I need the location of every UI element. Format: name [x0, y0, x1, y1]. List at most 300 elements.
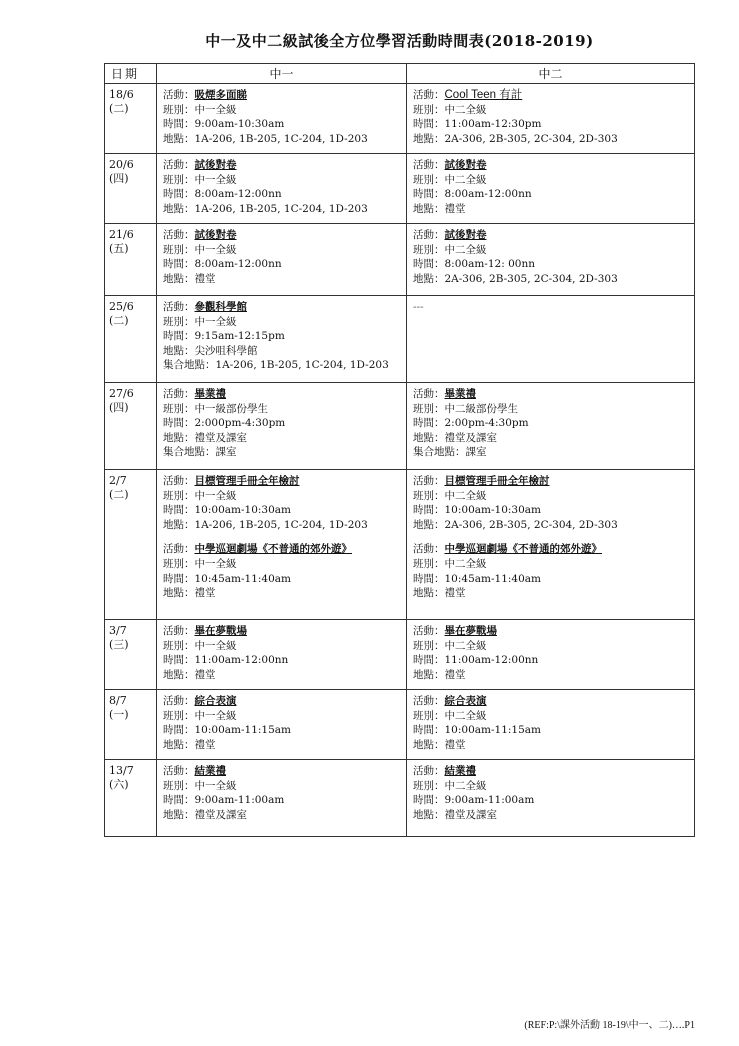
entry-time-label: 時間：: [413, 504, 445, 517]
activity-entry: [163, 387, 402, 460]
entry-venue-label: 地點：: [413, 738, 445, 751]
entry-activity-line: [413, 474, 690, 489]
entry-venue-line: [413, 202, 690, 217]
entry-activity-label: 活動：: [413, 229, 445, 241]
form2-cell: [407, 760, 695, 837]
entry-activity-label: 活動：: [163, 388, 195, 400]
entry-class-value: 中一全級: [194, 103, 237, 116]
entry-venue-label: 地點：: [163, 272, 195, 285]
entry-class-value: 中二全級: [444, 489, 487, 502]
entry-activity-line: [413, 387, 690, 402]
entry-time-line: [163, 503, 402, 518]
entry-class-label: 班別：: [413, 243, 445, 256]
entry-class-value: 中一全級: [194, 489, 237, 502]
entry-class-label: 班別：: [413, 173, 445, 186]
entry-activity-label: 活動：: [413, 475, 445, 487]
form1-cell: [157, 470, 407, 620]
activity-entry: [413, 158, 690, 216]
entry-assembly-line: [163, 358, 402, 373]
entry-time-line: [413, 653, 690, 668]
entry-venue-value: 禮堂: [194, 738, 216, 751]
entry-activity-value: 結業禮: [444, 765, 476, 777]
entry-class-label: 班別：: [163, 103, 195, 116]
entry-time-label: 時間：: [163, 572, 195, 585]
entry-time-label: 時間：: [163, 330, 195, 343]
form1-cell: [157, 84, 407, 154]
entry-venue-value: 1A-206, 1B-205, 1C-204, 1D-203: [194, 132, 368, 145]
entry-time-label: 時間：: [413, 724, 445, 737]
table-header-row: [105, 64, 695, 84]
entry-time-line: [163, 187, 402, 202]
entry-venue-line: [413, 808, 690, 823]
table-row: [105, 620, 695, 690]
entry-gap: [413, 532, 690, 542]
table-row: [105, 470, 695, 620]
form1-cell: [157, 154, 407, 224]
date-cell: [105, 620, 157, 690]
entry-class-label: 班別：: [413, 557, 445, 570]
entry-venue-value: 2A-306, 2B-305, 2C-304, 2D-303: [444, 518, 618, 531]
entry-activity-line: [413, 228, 690, 243]
activity-entry: [163, 228, 402, 286]
entry-time-line: [163, 653, 402, 668]
entry-class-value: 中一全級: [194, 173, 237, 186]
entry-venue-label: 地點：: [413, 202, 445, 215]
entry-class-label: 班別：: [163, 243, 195, 256]
entry-time-value: 9:15am-12:15pm: [194, 330, 285, 343]
entry-activity-label: 活動：: [163, 89, 195, 101]
entry-class-value: 中一全級: [194, 243, 237, 256]
entry-time-line: [413, 572, 690, 587]
form2-cell: [407, 296, 695, 383]
entry-activity-line: [163, 387, 402, 402]
entry-class-value: 中二全級: [444, 557, 487, 570]
table-row: [105, 224, 695, 296]
entry-class-line: [163, 402, 402, 417]
entry-venue-value: 1A-206, 1B-205, 1C-204, 1D-203: [194, 202, 368, 215]
date-cell: [105, 154, 157, 224]
weekday-value: (二): [109, 314, 129, 327]
entry-time-value: 10:00am-10:30am: [444, 504, 541, 517]
date-value: 21/6: [109, 228, 134, 241]
activity-entry: [413, 624, 690, 682]
entry-time-line: [163, 257, 402, 272]
table-row: [105, 296, 695, 383]
date-cell: [105, 760, 157, 837]
date-cell: [105, 470, 157, 620]
activity-entry: [413, 694, 690, 752]
entry-class-label: 班別：: [413, 489, 445, 502]
entry-venue-label: 地點：: [413, 272, 445, 285]
weekday-value: (四): [109, 172, 129, 185]
entry-venue-value: 禮堂: [194, 272, 216, 285]
entry-class-line: [413, 489, 690, 504]
activity-entry: [163, 158, 402, 216]
entry-assembly-value: 1A-206, 1B-205, 1C-204, 1D-203: [215, 359, 389, 372]
entry-class-value: 中二全級: [444, 173, 487, 186]
entry-time-label: 時間：: [413, 188, 445, 201]
entry-venue-line: [163, 202, 402, 217]
entry-class-label: 班別：: [163, 557, 195, 570]
entry-venue-line: [163, 738, 402, 753]
entry-venue-value: 禮堂及課室: [444, 808, 497, 821]
entry-time-line: [163, 416, 402, 431]
entry-venue-value: 禮堂: [194, 587, 216, 600]
entry-class-label: 班別：: [163, 489, 195, 502]
table-row: [105, 84, 695, 154]
table-row: [105, 690, 695, 760]
entry-venue-line: [163, 431, 402, 446]
entry-class-label: 班別：: [413, 779, 445, 792]
entry-activity-line: [413, 624, 690, 639]
entry-time-label: 時間：: [413, 118, 445, 131]
entry-class-line: [163, 489, 402, 504]
form1-cell: [157, 296, 407, 383]
entry-class-value: 中一全級: [194, 779, 237, 792]
entry-activity-line: [163, 624, 402, 639]
entry-class-label: 班別：: [413, 402, 445, 415]
entry-class-line: [163, 103, 402, 118]
entry-activity-value: 畢在夢戰場: [194, 625, 247, 637]
form1-cell: [157, 690, 407, 760]
weekday-value: (一): [109, 708, 129, 721]
form1-cell: [157, 760, 407, 837]
entry-venue-value: 尖沙咀科學館: [194, 344, 258, 357]
date-value: 2/7: [109, 474, 127, 487]
date-cell: [105, 224, 157, 296]
entry-class-line: [413, 779, 690, 794]
entry-time-value: 2:000pm-4:30pm: [194, 417, 286, 430]
entry-venue-label: 地點：: [163, 587, 195, 600]
page-title: 中一及中二級試後全方位學習活動時間表(2018-2019): [205, 32, 594, 50]
entry-activity-line: [163, 764, 402, 779]
entry-time-value: 11:00am-12:00nn: [444, 654, 539, 667]
entry-time-value: 10:00am-11:15am: [444, 724, 541, 737]
entry-time-label: 時間：: [413, 794, 445, 807]
entry-class-label: 班別：: [163, 709, 195, 722]
entry-class-line: [163, 243, 402, 258]
entry-activity-line: [163, 300, 402, 315]
entry-activity-line: [413, 764, 690, 779]
form1-cell: [157, 383, 407, 470]
entry-assembly-label: 集合地點：: [163, 446, 216, 459]
entry-class-label: 班別：: [413, 103, 445, 116]
activity-entry: [163, 474, 402, 532]
activity-entry: [163, 694, 402, 752]
activity-entry: [413, 387, 690, 460]
entry-time-value: 10:00am-10:30am: [194, 504, 291, 517]
entry-time-label: 時間：: [163, 724, 195, 737]
date-cell: [105, 383, 157, 470]
entry-time-line: [413, 793, 690, 808]
entry-activity-line: [413, 542, 690, 557]
activity-entry: [163, 300, 402, 373]
entry-time-line: [413, 257, 690, 272]
entry-venue-label: 地點：: [163, 202, 195, 215]
entry-venue-label: 地點：: [163, 668, 195, 681]
form1-cell: [157, 620, 407, 690]
entry-activity-line: [163, 694, 402, 709]
entry-time-label: 時間：: [163, 794, 195, 807]
entry-activity-label: 活動：: [413, 543, 445, 556]
date-value: 3/7: [109, 624, 127, 637]
activity-entry: [413, 542, 690, 600]
entry-class-line: [163, 709, 402, 724]
entry-class-line: [413, 402, 690, 417]
entry-venue-label: 地點：: [163, 738, 195, 751]
entry-time-line: [413, 503, 690, 518]
entry-time-value: 10:45am-11:40am: [194, 572, 291, 585]
entry-activity-value: 畢在夢戰場: [444, 625, 497, 637]
entry-activity-value: 綜合表演: [444, 695, 487, 707]
entry-time-line: [413, 187, 690, 202]
entry-venue-value: 禮堂: [444, 668, 466, 681]
entry-assembly-label: 集合地點：: [413, 446, 466, 459]
entry-activity-label: 活動：: [163, 695, 195, 707]
entry-activity-line: [413, 694, 690, 709]
entry-class-value: 中一全級: [194, 557, 237, 570]
entry-venue-line: [413, 586, 690, 601]
header-form1: 中一: [157, 64, 407, 84]
entry-venue-value: 禮堂: [444, 587, 466, 600]
weekday-value: (二): [109, 488, 129, 501]
entry-class-value: 中一全級: [194, 709, 237, 722]
entry-venue-line: [163, 668, 402, 683]
entry-assembly-value: 課室: [465, 446, 487, 459]
entry-class-line: [413, 243, 690, 258]
entry-time-line: [413, 416, 690, 431]
entry-time-line: [413, 117, 690, 132]
entry-time-value: 9:00am-11:00am: [194, 794, 285, 807]
entry-class-line: [413, 639, 690, 654]
entry-venue-line: [163, 344, 402, 359]
entry-time-label: 時間：: [413, 572, 445, 585]
entry-class-label: 班別：: [163, 402, 195, 415]
entry-venue-line: [163, 586, 402, 601]
entry-venue-value: 1A-206, 1B-205, 1C-204, 1D-203: [194, 518, 368, 531]
date-value: 8/7: [109, 694, 127, 707]
activity-entry: [163, 764, 402, 822]
entry-gap: [163, 532, 402, 542]
entry-venue-line: [413, 431, 690, 446]
entry-class-label: 班別：: [413, 709, 445, 722]
entry-activity-label: 活動：: [163, 475, 195, 487]
entry-time-value: 2:00pm-4:30pm: [444, 417, 529, 430]
entry-class-value: 中二級部份學生: [444, 402, 518, 415]
date-value: 13/7: [109, 764, 134, 777]
date-cell: [105, 296, 157, 383]
entry-activity-line: [163, 542, 402, 557]
entry-class-label: 班別：: [413, 639, 445, 652]
entry-venue-line: [163, 518, 402, 533]
entry-activity-value: 目標管理手冊全年檢討: [444, 475, 550, 487]
entry-time-line: [163, 117, 402, 132]
activity-entry: [413, 474, 690, 532]
entry-time-label: 時間：: [413, 258, 445, 271]
entry-class-value: 中二全級: [444, 639, 487, 652]
entry-time-value: 8:00am-12: 00nn: [444, 258, 535, 271]
entry-class-line: [163, 779, 402, 794]
entry-class-value: 中一全級: [194, 315, 237, 328]
entry-time-label: 時間：: [163, 417, 195, 430]
footer-reference: (REF:P:\課外活動 18-19\中一、二)….P1: [524, 1020, 695, 1031]
entry-activity-value: 中學巡迴劇場《不普通的郊外遊》: [194, 543, 352, 556]
entry-class-line: [413, 103, 690, 118]
entry-class-value: 中一全級: [194, 639, 237, 652]
entry-venue-line: [163, 272, 402, 287]
entry-assembly-line: [163, 445, 402, 460]
form2-cell: [407, 224, 695, 296]
entry-class-label: 班別：: [163, 779, 195, 792]
entry-time-value: 8:00am-12:00nn: [444, 188, 532, 201]
entry-activity-label: 活動：: [163, 625, 195, 637]
entry-activity-line: [163, 158, 402, 173]
entry-class-line: [413, 173, 690, 188]
entry-activity-label: 活動：: [163, 159, 195, 171]
entry-activity-label: 活動：: [163, 301, 195, 313]
form1-cell: [157, 224, 407, 296]
entry-venue-line: [163, 808, 402, 823]
entry-activity-value: 試後對卷: [194, 159, 237, 171]
entry-activity-label: 活動：: [163, 543, 195, 556]
activity-entry: [163, 542, 402, 600]
entry-class-label: 班別：: [163, 639, 195, 652]
entry-activity-value: 參觀科學館: [194, 301, 247, 313]
entry-activity-label: 活動：: [413, 765, 445, 777]
entry-venue-line: [413, 518, 690, 533]
entry-class-value: 中一級部份學生: [194, 402, 268, 415]
entry-time-value: 11:00am-12:00nn: [194, 654, 289, 667]
entry-activity-value: 綜合表演: [194, 695, 237, 707]
entry-venue-label: 地點：: [163, 344, 195, 357]
entry-class-value: 中二全級: [444, 243, 487, 256]
entry-activity-value: Cool Teen 有計: [444, 89, 523, 101]
entry-venue-label: 地點：: [413, 431, 445, 444]
entry-class-value: 中二全級: [444, 709, 487, 722]
entry-activity-value: 吸煙多面睇: [194, 89, 247, 101]
entry-class-label: 班別：: [163, 173, 195, 186]
entry-activity-label: 活動：: [413, 625, 445, 637]
no-activity-marker: ---: [413, 301, 424, 313]
entry-time-line: [163, 572, 402, 587]
entry-venue-value: 禮堂及課室: [194, 431, 247, 444]
date-value: 18/6: [109, 88, 134, 101]
entry-activity-line: [163, 228, 402, 243]
entry-activity-label: 活動：: [413, 695, 445, 707]
entry-class-value: 中二全級: [444, 779, 487, 792]
entry-activity-label: 活動：: [163, 229, 195, 241]
entry-venue-label: 地點：: [413, 808, 445, 821]
entry-activity-line: [413, 158, 690, 173]
table-row: [105, 154, 695, 224]
entry-venue-value: 禮堂及課室: [194, 808, 247, 821]
entry-time-value: 10:45am-11:40am: [444, 572, 541, 585]
entry-class-line: [163, 639, 402, 654]
entry-assembly-value: 課室: [215, 446, 237, 459]
form2-cell: [407, 154, 695, 224]
activity-entry: [413, 88, 690, 146]
entry-time-line: [163, 793, 402, 808]
entry-activity-value: 試後對卷: [444, 229, 487, 241]
weekday-value: (四): [109, 401, 129, 414]
form2-cell: [407, 470, 695, 620]
entry-venue-label: 地點：: [413, 668, 445, 681]
entry-venue-line: [413, 668, 690, 683]
entry-venue-label: 地點：: [413, 132, 445, 145]
entry-time-label: 時間：: [163, 118, 195, 131]
table-row: [105, 760, 695, 837]
entry-class-line: [163, 315, 402, 330]
date-cell: [105, 690, 157, 760]
entry-class-label: 班別：: [163, 315, 195, 328]
entry-activity-value: 試後對卷: [194, 229, 237, 241]
schedule-table: [104, 63, 695, 837]
date-value: 27/6: [109, 387, 134, 400]
entry-activity-value: 畢業禮: [194, 388, 226, 400]
entry-class-value: 中二全級: [444, 103, 487, 116]
entry-venue-label: 地點：: [163, 518, 195, 531]
weekday-value: (五): [109, 242, 129, 255]
entry-time-value: 8:00am-12:00nn: [194, 188, 282, 201]
entry-activity-value: 結業禮: [194, 765, 226, 777]
entry-class-line: [413, 709, 690, 724]
entry-time-label: 時間：: [163, 654, 195, 667]
entry-time-label: 時間：: [413, 654, 445, 667]
entry-venue-label: 地點：: [413, 518, 445, 531]
entry-time-value: 8:00am-12:00nn: [194, 258, 282, 271]
entry-activity-value: 試後對卷: [444, 159, 487, 171]
entry-assembly-line: [413, 445, 690, 460]
form2-cell: [407, 84, 695, 154]
entry-venue-label: 地點：: [163, 431, 195, 444]
entry-venue-value: 禮堂: [444, 738, 466, 751]
entry-activity-label: 活動：: [163, 765, 195, 777]
weekday-value: (三): [109, 638, 129, 651]
entry-activity-line: [163, 474, 402, 489]
entry-activity-label: 活動：: [413, 159, 445, 171]
entry-time-label: 時間：: [163, 188, 195, 201]
entry-venue-value: 禮堂及課室: [444, 431, 497, 444]
entry-venue-line: [413, 272, 690, 287]
entry-venue-value: 禮堂: [194, 668, 216, 681]
form2-cell: [407, 620, 695, 690]
entry-time-value: 10:00am-11:15am: [194, 724, 291, 737]
entry-class-line: [163, 557, 402, 572]
weekday-value: (二): [109, 102, 129, 115]
entry-assembly-label: 集合地點：: [163, 359, 216, 372]
entry-activity-value: 目標管理手冊全年檢討: [194, 475, 300, 487]
entry-time-label: 時間：: [413, 417, 445, 430]
activity-entry: [163, 88, 402, 146]
entry-time-line: [413, 723, 690, 738]
entry-venue-value: 2A-306, 2B-305, 2C-304, 2D-303: [444, 132, 618, 145]
date-cell: [105, 84, 157, 154]
header-date: 日期: [105, 64, 157, 84]
date-value: 25/6: [109, 300, 134, 313]
form2-cell: [407, 383, 695, 470]
entry-time-value: 9:00am-11:00am: [444, 794, 535, 807]
entry-class-line: [163, 173, 402, 188]
form2-cell: [407, 690, 695, 760]
activity-entry: [413, 228, 690, 286]
entry-activity-label: 活動：: [413, 388, 445, 400]
entry-time-line: [163, 329, 402, 344]
entry-venue-label: 地點：: [163, 132, 195, 145]
table-row: [105, 383, 695, 470]
header-form2: 中二: [407, 64, 695, 84]
entry-time-line: [163, 723, 402, 738]
entry-venue-value: 2A-306, 2B-305, 2C-304, 2D-303: [444, 272, 618, 285]
